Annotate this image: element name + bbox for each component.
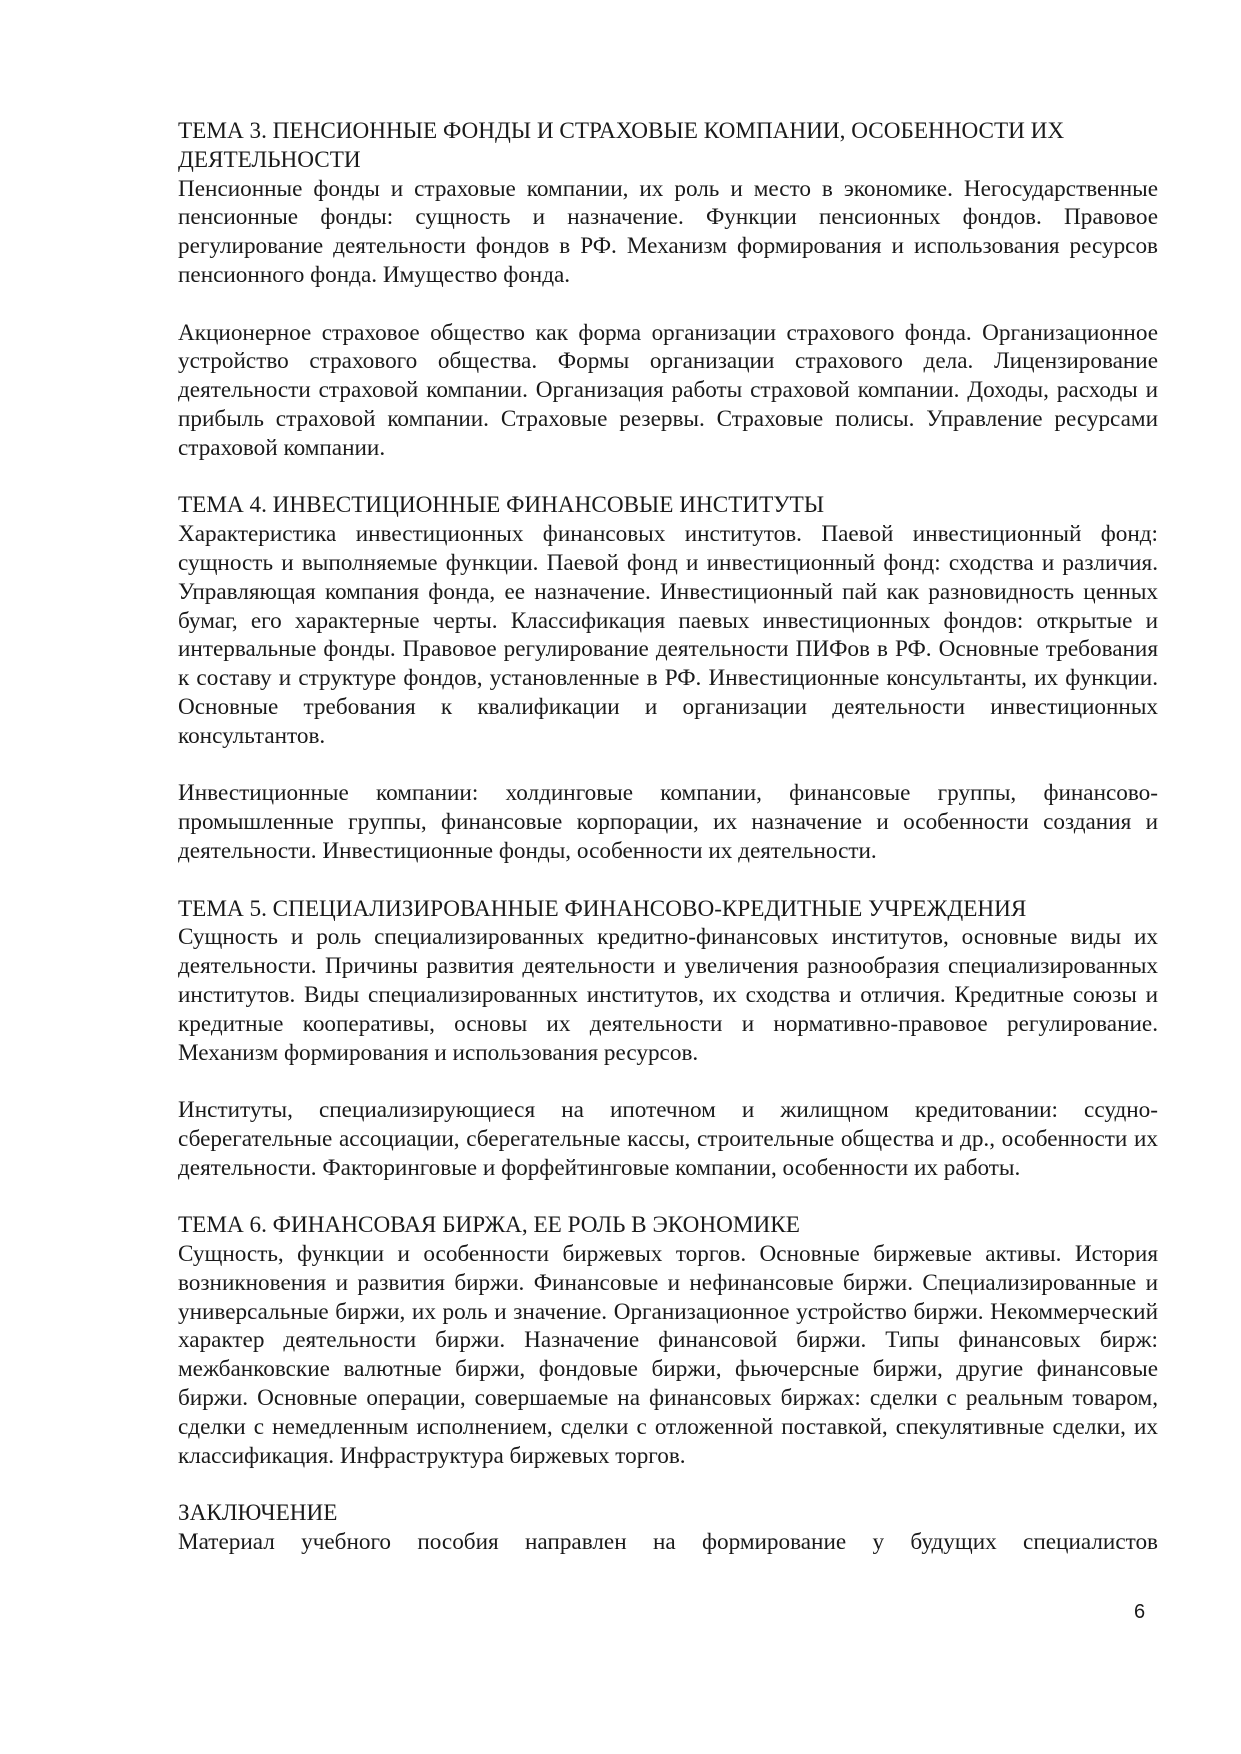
conclusion-paragraph: Материал учебного пособия направлен на формирование у будущих специалистов <box>178 1529 1158 1556</box>
section-6-paragraph-1: Сущность, функции и особенности биржевых торгов. Основные биржевые активы. История возникновения и развития биржи. Финансовые и нефинансовые биржи. Специализированные и универсальные биржи, их роль и значение. Организационное устройство биржи. Некоммерческий характер деятельности биржи. Назначение финансовой биржи. Типы финансовых бирж: межбанковские валютные биржи, фондовые биржи, фьючерсные биржи, другие финансовые биржи. Основные операции, совершаемые на финансовых биржах: сделки с реальным товаром, сделки с немедленным исполнением, сделки с отложенной поставкой, спекулятивные сделки, их классификация. Инфраструктура биржевых торгов. <box>178 1241 1158 1469</box>
section-5-paragraph-2: Институты, специализирующиеся на ипотечном и жилищном кредитовании: ссудно-сберегательные ассоциации, сберегательные кассы, строительные общества и др., особенности их деятельности. Факторинговые и форфейтинговые компании, особенности их работы. <box>178 1097 1158 1181</box>
paragraph-spacer <box>178 1067 1158 1096</box>
section-heading-6: ТЕМА 6. ФИНАНСОВАЯ БИРЖА, ЕЕ РОЛЬ В ЭКОНОМИКЕ <box>178 1212 800 1239</box>
section-3-paragraph-2: Акционерное страховое общество как форма организации страхового фонда. Организационное устройство страхового общества. Формы организации страхового дела. Лицензирование деятельности страховой компании. Организация работы страховой компании. Доходы, расходы и прибыль страховой компании. Страховые резервы. Страховые полисы. Управление ресурсами страховой компании. <box>178 319 1158 461</box>
paragraph-spacer <box>178 290 1158 319</box>
conclusion-heading: ЗАКЛЮЧЕНИЕ <box>178 1500 338 1527</box>
section-4-paragraph-2: Инвестиционные компании: холдинговые компании, финансовые группы, финансово-промышленные группы, финансовые корпорации, их назначение и особенности создания и деятельности. Инвестиционные фонды, особенности их деятельности. <box>178 780 1158 864</box>
document-page <box>178 117 1158 1557</box>
paragraph-spacer <box>178 463 1158 492</box>
section-heading-4: ТЕМА 4. ИНВЕСТИЦИОННЫЕ ФИНАНСОВЫЕ ИНСТИТУТЫ <box>178 492 825 519</box>
section-heading-3: ТЕМА 3. ПЕНСИОННЫЕ ФОНДЫ И СТРАХОВЫЕ КОМПАНИИ, ОСОБЕННОСТИ ИХ ДЕЯТЕЛЬНОСТИ <box>178 118 1065 173</box>
paragraph-spacer <box>178 1470 1158 1499</box>
paragraph-spacer <box>178 1182 1158 1211</box>
paragraph-spacer <box>178 866 1158 895</box>
paragraph-spacer <box>178 751 1158 780</box>
section-5-paragraph-1: Сущность и роль специализированных кредитно-финансовых институтов, основные виды их деятельности. Причины развития деятельности и увеличения разнообразия специализированных институтов. Виды специализированных институтов, их сходства и отличия. Кредитные союзы и кредитные кооперативы, основы их деятельности и нормативно-правовое регулирование. Механизм формирования и использования ресурсов. <box>178 924 1158 1066</box>
section-4-paragraph-1: Характеристика инвестиционных финансовых институтов. Паевой инвестиционный фонд: сущность и выполняемые функции. Паевой фонд и инвестиционный фонд: сходства и различия. Управляющая компания фонда, ее назначение. Инвестиционный пай как разновидность ценных бумаг, его характерные черты. Классификация паевых инвестиционных фондов: открытые и интервальные фонды. Правовое регулирование деятельности ПИФов в РФ. Основные требования к составу и структуре фондов, установленные в РФ. Инвестиционные консультанты, их функции. Основные требования к квалификации и организации деятельности инвестиционных консультантов. <box>178 521 1158 749</box>
section-heading-5: ТЕМА 5. СПЕЦИАЛИЗИРОВАННЫЕ ФИНАНСОВО-КРЕДИТНЫЕ УЧРЕЖДЕНИЯ <box>178 895 1027 922</box>
page-number: 6 <box>1134 1601 1146 1623</box>
section-3-paragraph-1: Пенсионные фонды и страховые компании, их роль и место в экономике. Негосударственные пенсионные фонды: сущность и назначение. Функции пенсионных фондов. Правовое регулирование деятельности фондов в РФ. Механизм формирования и использования ресурсов пенсионного фонда. Имущество фонда. <box>178 175 1158 288</box>
